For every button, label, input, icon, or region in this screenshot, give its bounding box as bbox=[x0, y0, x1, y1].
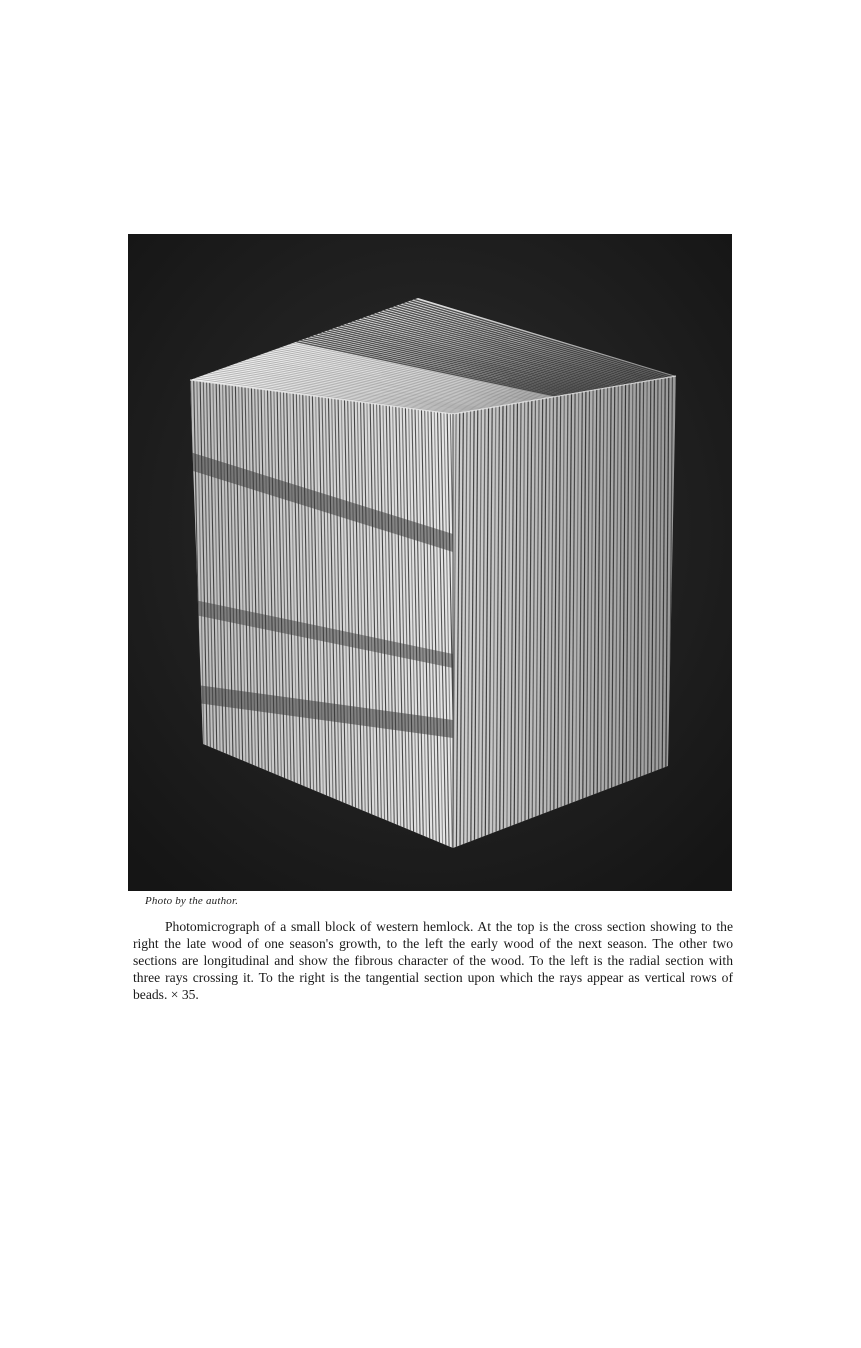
photo-credit: Photo by the author. bbox=[145, 895, 239, 907]
wood-block-image bbox=[128, 234, 732, 891]
photomicrograph-figure bbox=[128, 234, 732, 891]
figure-caption: Photomicrograph of a small block of western hemlock. At the top is the cross section showing to the right the late wood of one season's growth, to the left the early wood of the next season. The other two sections are longitudinal and show the fibrous character of the wood. To the left is the radial section with three rays crossing it. To the right is the tangential section upon which the rays appear as vertical rows of beads. × 35. bbox=[133, 919, 733, 1002]
